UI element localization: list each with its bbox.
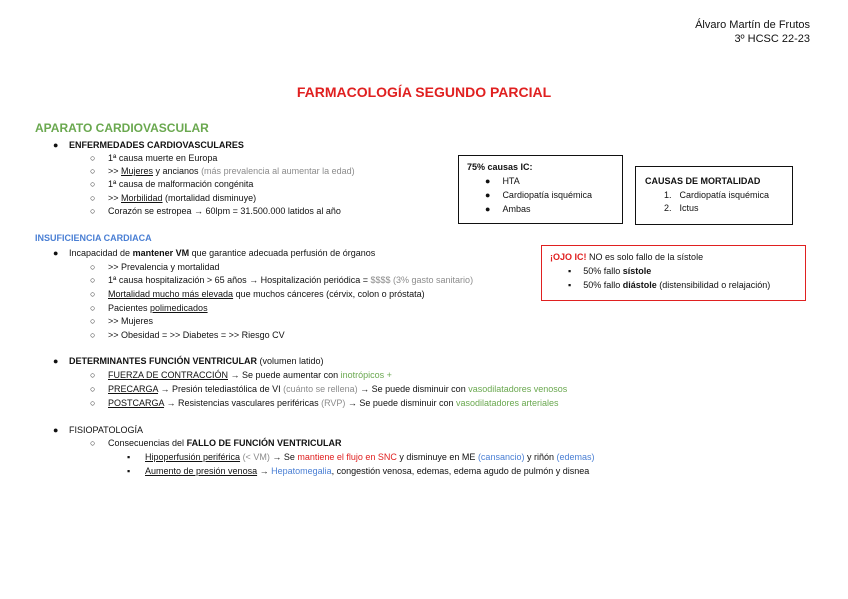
list-item: ● HTA xyxy=(485,176,520,186)
bullet-dot-icon: ● xyxy=(53,425,59,435)
course-label: 3º HCSC 22-23 xyxy=(734,33,810,45)
list-item: ○ >> Morbilidad (mortalidad disminuye) xyxy=(90,193,257,203)
bullet-circle-icon: ○ xyxy=(90,384,96,394)
list-item: ○ 1ª causa de malformación congénita xyxy=(90,179,254,189)
list-item: ○ >> Prevalencia y mortalidad xyxy=(90,262,220,272)
bullet-circle-icon: ○ xyxy=(90,316,96,326)
bullet-circle-icon: ○ xyxy=(90,438,96,448)
list-item: ▪ 50% fallo diástole (distensibilidad o relajación) xyxy=(568,280,771,290)
bullet-circle-icon: ○ xyxy=(90,370,96,380)
bullet-circle-icon: ○ xyxy=(90,289,96,299)
bullet-circle-icon: ○ xyxy=(90,330,96,340)
box-causas-mortalidad xyxy=(635,166,793,225)
list-item: ○ Pacientes polimedicados xyxy=(90,303,208,313)
box-title: CAUSAS DE MORTALIDAD xyxy=(645,176,761,186)
page-title: FARMACOLOGÍA SEGUNDO PARCIAL xyxy=(296,84,552,100)
list-item: ○ 1ª causa hospitalización > 65 años → Hospitalización periódica = $$$$ (3% gasto sanitario) xyxy=(90,275,474,285)
bullet-circle-icon: ○ xyxy=(90,262,96,272)
box-causas-ic xyxy=(458,155,623,224)
list-item-fisiopatologia: ● FISIOPATOLOGÍA xyxy=(53,425,144,435)
list-item-enfermedades: ● ENFERMEDADES CARDIOVASCULARES xyxy=(53,140,244,150)
bullet-circle-icon: ○ xyxy=(90,275,96,285)
list-item: ● Incapacidad de mantener VM que garantice adecuada perfusión de órganos xyxy=(53,248,376,258)
list-item: ● Ambas xyxy=(485,204,531,214)
list-item: ○ FUERZA DE CONTRACCIÓN → Se puede aumentar con inotrópicos + xyxy=(90,370,392,380)
list-item: ○ >> Mujeres y ancianos (más prevalencia al aumentar la edad) xyxy=(90,166,355,176)
document-header xyxy=(695,18,810,46)
box-title: ¡OJO IC! NO es solo fallo de la sístole xyxy=(550,252,704,262)
box-ojo-ic xyxy=(541,245,806,301)
box-title: 75% causas IC: xyxy=(467,162,533,172)
list-item: 2. Ictus xyxy=(664,203,699,213)
bullet-dot-icon: ● xyxy=(485,190,491,200)
section-heading-insuficiencia: INSUFICIENCIA CARDIACA xyxy=(35,233,152,243)
bullet-dot-icon: ● xyxy=(53,140,59,150)
list-item: 1. Cardiopatía isquémica xyxy=(664,190,770,200)
bullet-circle-icon: ○ xyxy=(90,206,96,216)
list-item: ○ 1ª causa muerte en Europa xyxy=(90,153,218,163)
bullet-square-icon: ▪ xyxy=(568,266,572,276)
bullet-dot-icon: ● xyxy=(53,356,59,366)
bullet-circle-icon: ○ xyxy=(90,166,96,176)
list-item: ○ Consecuencias del FALLO DE FUNCIÓN VENTRICULAR xyxy=(90,438,342,448)
list-item: ○ >> Mujeres xyxy=(90,316,154,326)
bullet-circle-icon: ○ xyxy=(90,153,96,163)
bullet-circle-icon: ○ xyxy=(90,193,96,203)
list-item: ▪ Hipoperfusión periférica (< VM) → Se mantiene el flujo en SNC y disminuye en ME (cansancio) y riñón (edemas) xyxy=(127,452,595,462)
bullet-square-icon: ▪ xyxy=(127,466,131,476)
list-item: ▪ Aumento de presión venosa → Hepatomegalia, congestión venosa, edemas, edema agudo de pulmón y disnea xyxy=(127,466,590,476)
bullet-dot-icon: ● xyxy=(53,248,59,258)
list-item-determinantes: ● DETERMINANTES FUNCIÓN VENTRICULAR (volumen latido) xyxy=(53,356,324,366)
bullet-square-icon: ▪ xyxy=(127,452,131,462)
author-name: Álvaro Martín de Frutos xyxy=(695,19,810,31)
list-item: ○ PRECARGA → Presión telediastólica de VI (cuánto se rellena) → Se puede disminuir con vasodilatadores venosos xyxy=(90,384,568,394)
bullet-circle-icon: ○ xyxy=(90,303,96,313)
bullet-circle-icon: ○ xyxy=(90,398,96,408)
bullet-dot-icon: ● xyxy=(485,176,491,186)
section-heading-cardiovascular: APARATO CARDIOVASCULAR xyxy=(35,121,209,135)
list-item: ● Cardiopatía isquémica xyxy=(485,190,592,200)
list-item: ○ Corazón se estropea → 60lpm = 31.500.000 latidos al año xyxy=(90,206,341,216)
bullet-square-icon: ▪ xyxy=(568,280,572,290)
list-item: ○ Mortalidad mucho más elevada que muchos cánceres (cérvix, colon o próstata) xyxy=(90,289,425,299)
list-item: ▪ 50% fallo sístole xyxy=(568,266,652,276)
bullet-circle-icon: ○ xyxy=(90,179,96,189)
list-item: ○ >> Obesidad = >> Diabetes = >> Riesgo CV xyxy=(90,330,285,340)
list-item: ○ POSTCARGA → Resistencias vasculares periféricas (RVP) → Se puede disminuir con vasodilatadores arteriales xyxy=(90,398,559,408)
bullet-dot-icon: ● xyxy=(485,204,491,214)
